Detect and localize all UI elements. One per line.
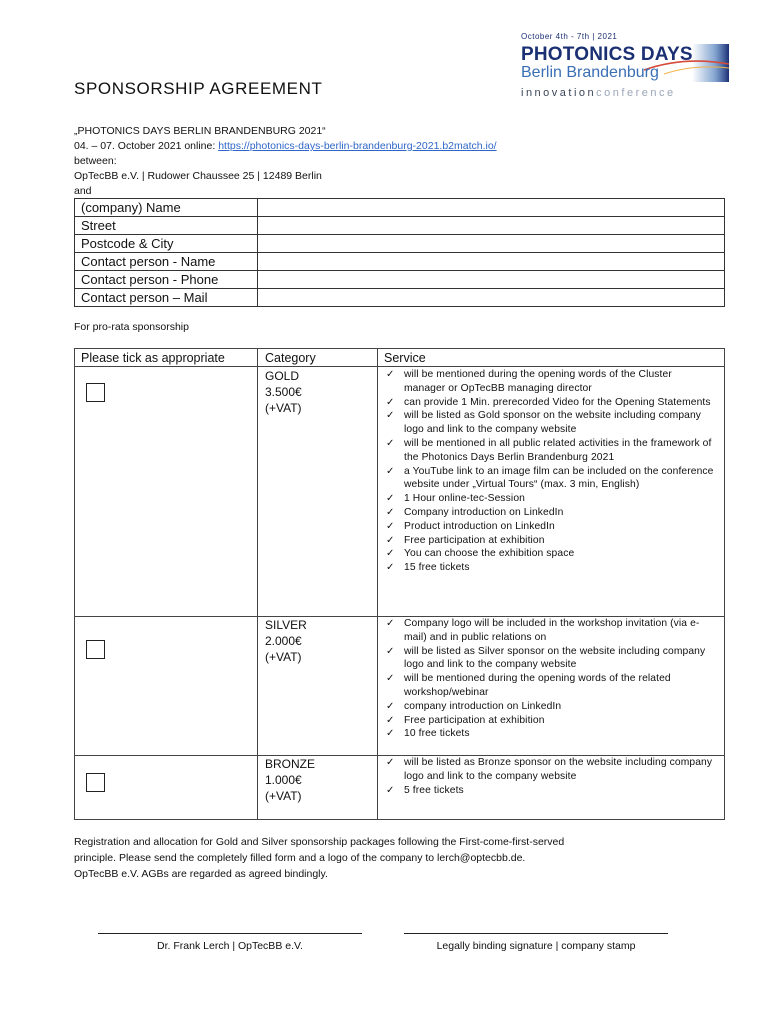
service-text: Free participation at exhibition bbox=[404, 714, 545, 726]
registration-note bbox=[74, 834, 564, 882]
package-name: SILVER bbox=[265, 618, 307, 632]
list-item bbox=[384, 700, 714, 714]
header-tick: Please tick as appropriate bbox=[81, 351, 225, 365]
event-date: October 4th - 7th | 2021 bbox=[521, 32, 618, 41]
service-text: Free participation at exhibition bbox=[404, 534, 545, 546]
table-row bbox=[75, 289, 725, 307]
list-item bbox=[384, 437, 714, 465]
prorata-note: For pro-rata sponsorship bbox=[74, 321, 189, 333]
list-item bbox=[384, 617, 714, 645]
list-item bbox=[384, 520, 714, 534]
header-divider bbox=[75, 366, 724, 367]
check-icon: ✓ bbox=[386, 506, 395, 518]
intro-block bbox=[74, 124, 497, 199]
service-text: 5 free tickets bbox=[404, 784, 464, 796]
event-url-link[interactable]: https://photonics-days-berlin-brandenburg-2021.b2match.io/ bbox=[218, 140, 497, 152]
table-row bbox=[75, 271, 725, 289]
service-text: will be mentioned in all public related activities in the framework of the Photonics Days Berlin Brandenburg 2021 bbox=[404, 437, 712, 463]
package-price: 1.000€ bbox=[265, 773, 302, 787]
list-item bbox=[384, 465, 714, 493]
package-price: 3.500€ bbox=[265, 385, 302, 399]
check-icon: ✓ bbox=[386, 396, 395, 408]
service-text: 1 Hour online-tec-Session bbox=[404, 493, 525, 505]
service-text: Company introduction on LinkedIn bbox=[404, 506, 564, 518]
signature-line-right bbox=[404, 933, 668, 934]
signature-line-left bbox=[98, 933, 362, 934]
street-field[interactable] bbox=[258, 217, 725, 235]
signature-label-right: Legally binding signature | company stamp bbox=[436, 940, 636, 952]
service-text: 15 free tickets bbox=[404, 562, 470, 574]
field-label: Contact person - Name bbox=[75, 253, 258, 271]
between-label: between: bbox=[74, 155, 117, 167]
service-text: You can choose the exhibition space bbox=[404, 548, 575, 560]
list-item bbox=[384, 645, 714, 673]
package-name: BRONZE bbox=[265, 757, 316, 771]
bronze-checkbox[interactable] bbox=[86, 773, 105, 792]
package-price: 2.000€ bbox=[265, 634, 302, 648]
list-item bbox=[384, 714, 714, 728]
column-divider bbox=[257, 349, 258, 819]
field-label: Postcode & City bbox=[75, 235, 258, 253]
list-item bbox=[384, 492, 714, 506]
field-label: Contact person – Mail bbox=[75, 289, 258, 307]
field-label: Contact person - Phone bbox=[75, 271, 258, 289]
event-dates-text: 04. – 07. October 2021 online: bbox=[74, 140, 219, 152]
check-icon: ✓ bbox=[386, 534, 395, 546]
logo-title: PHOTONICS DAYS bbox=[521, 44, 693, 65]
list-item bbox=[384, 534, 714, 548]
list-item bbox=[384, 756, 714, 784]
service-text: Product introduction on LinkedIn bbox=[404, 520, 555, 532]
table-row bbox=[75, 253, 725, 271]
list-item bbox=[384, 506, 714, 520]
silver-checkbox[interactable] bbox=[86, 640, 105, 659]
check-icon: ✓ bbox=[386, 520, 395, 532]
gold-services bbox=[384, 368, 714, 575]
check-icon: ✓ bbox=[386, 728, 395, 740]
logo-tagline-bold: innovation bbox=[521, 87, 597, 99]
service-text: will be mentioned during the opening words of the related workshop/webinar bbox=[404, 673, 671, 698]
service-text: a YouTube link to an image film can be included on the conference website under „Virtual Tours“ (max. 3 min, English) bbox=[404, 465, 714, 491]
header-service: Service bbox=[384, 351, 426, 365]
bronze-services bbox=[384, 756, 714, 797]
service-text: Company logo will be included in the workshop invitation (via e-mail) and in public relations on bbox=[404, 618, 700, 643]
list-item bbox=[384, 368, 714, 396]
table-row bbox=[75, 235, 725, 253]
silver-services bbox=[384, 617, 714, 741]
signature-label-left: Dr. Frank Lerch | OpTecBB e.V. bbox=[157, 940, 303, 952]
package-vat: (+VAT) bbox=[265, 789, 302, 803]
service-text: will be listed as Bronze sponsor on the website including company logo and link to the company website bbox=[404, 757, 713, 782]
silver-category bbox=[265, 617, 307, 665]
logo-tagline bbox=[521, 87, 676, 99]
footer-line: OpTecBB e.V. AGBs are regarded as agreed bindingly. bbox=[74, 868, 328, 880]
check-icon: ✓ bbox=[386, 369, 395, 380]
footer-line: principle. Please send the completely filled form and a logo of the company to lerch@optecbb.de. bbox=[74, 852, 526, 864]
package-name: GOLD bbox=[265, 369, 300, 383]
field-label: Street bbox=[75, 217, 258, 235]
service-text: will be listed as Silver sponsor on the website including company logo and link to the company website bbox=[404, 645, 706, 671]
check-icon: ✓ bbox=[386, 673, 395, 685]
service-text: can provide 1 Min. prerecorded Video for the Opening Statements bbox=[404, 396, 711, 408]
service-text: company introduction on LinkedIn bbox=[404, 700, 562, 712]
list-item bbox=[384, 727, 714, 741]
postcode-city-field[interactable] bbox=[258, 235, 725, 253]
check-icon: ✓ bbox=[386, 700, 395, 712]
logo-subtitle: Berlin Brandenburg bbox=[521, 64, 659, 81]
contact-mail-field[interactable] bbox=[258, 289, 725, 307]
column-divider bbox=[377, 349, 378, 819]
field-label: (company) Name bbox=[75, 199, 258, 217]
service-text: will be listed as Gold sponsor on the website including company logo and link to the company website bbox=[404, 410, 702, 436]
list-item bbox=[384, 672, 714, 700]
logo-tagline-light: conference bbox=[596, 87, 676, 99]
header-category: Category bbox=[265, 351, 316, 365]
contact-name-field[interactable] bbox=[258, 253, 725, 271]
list-item bbox=[384, 547, 714, 561]
check-icon: ✓ bbox=[386, 493, 395, 505]
check-icon: ✓ bbox=[386, 714, 395, 726]
service-text: 10 free tickets bbox=[404, 728, 470, 740]
footer-line: Registration and allocation for Gold and Silver sponsorship packages following the First-come-first-served bbox=[74, 836, 565, 848]
company-info-table bbox=[74, 198, 725, 307]
check-icon: ✓ bbox=[386, 548, 395, 560]
sponsorship-table bbox=[74, 348, 725, 820]
package-vat: (+VAT) bbox=[265, 650, 302, 664]
list-item bbox=[384, 409, 714, 437]
gold-category bbox=[265, 368, 302, 416]
check-icon: ✓ bbox=[386, 645, 395, 657]
table-row bbox=[75, 217, 725, 235]
list-item bbox=[384, 396, 714, 410]
check-icon: ✓ bbox=[386, 437, 395, 449]
contact-phone-field[interactable] bbox=[258, 271, 725, 289]
event-dates bbox=[74, 139, 497, 154]
table-row bbox=[75, 199, 725, 217]
and-label: and bbox=[74, 185, 92, 197]
check-icon: ✓ bbox=[386, 618, 395, 629]
service-text: will be mentioned during the opening words of the Cluster manager or OpTecBB managing director bbox=[404, 369, 672, 394]
check-icon: ✓ bbox=[386, 562, 395, 574]
bronze-category bbox=[265, 756, 315, 804]
event-name: „PHOTONICS DAYS BERLIN BRANDENBURG 2021“ bbox=[74, 125, 326, 137]
list-item bbox=[384, 561, 714, 575]
check-icon: ✓ bbox=[386, 784, 395, 796]
check-icon: ✓ bbox=[386, 757, 395, 768]
organizer-address: OpTecBB e.V. | Rudower Chaussee 25 | 12489 Berlin bbox=[74, 170, 322, 182]
document-title: SPONSORSHIP AGREEMENT bbox=[74, 79, 323, 98]
gold-checkbox[interactable] bbox=[86, 383, 105, 402]
list-item bbox=[384, 784, 714, 798]
check-icon: ✓ bbox=[386, 465, 395, 477]
check-icon: ✓ bbox=[386, 410, 395, 422]
package-vat: (+VAT) bbox=[265, 401, 302, 415]
company-name-field[interactable] bbox=[258, 199, 725, 217]
